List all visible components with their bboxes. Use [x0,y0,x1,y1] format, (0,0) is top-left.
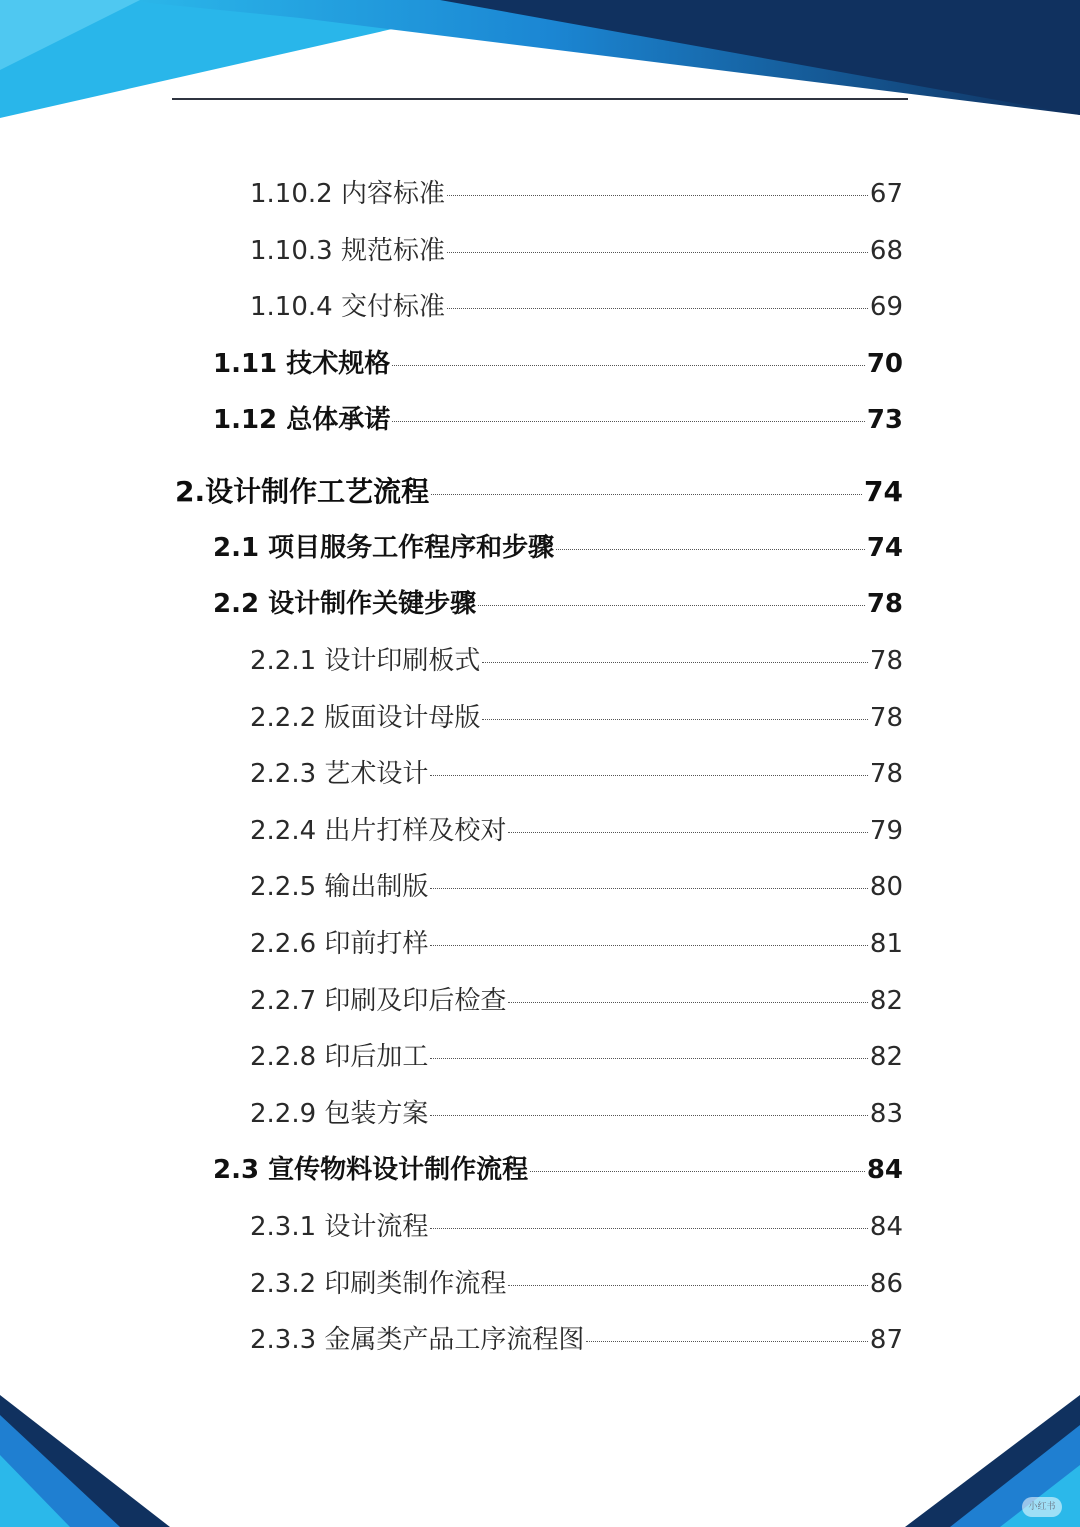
toc-entry[interactable] [213,583,903,623]
toc-entry[interactable] [250,1093,903,1133]
toc-page-number: 67 [869,179,903,209]
toc-title: 2.2.2 版面设计母版 [250,703,481,733]
toc-page-number: 82 [869,1042,903,1072]
header-rule [172,98,908,100]
bottom-decoration [0,1395,1080,1527]
dot-leader [392,421,865,422]
toc-page-number: 74 [864,475,903,508]
toc-page-number: 69 [869,292,903,322]
toc-page-number: 84 [866,1155,903,1185]
dot-leader [478,605,865,606]
toc-entry[interactable] [213,343,903,383]
toc-page-number: 74 [866,533,903,563]
toc-title: 2.2.6 印前打样 [250,929,429,959]
toc-entry[interactable] [250,753,903,793]
toc-page-number: 87 [869,1325,903,1355]
dot-leader [447,308,868,309]
toc-title: 2.设计制作工艺流程 [175,475,430,508]
dot-leader [430,945,867,946]
toc-entry[interactable] [250,923,903,963]
toc-title: 1.12 总体承诺 [213,405,391,435]
toc-title: 2.1 项目服务工作程序和步骤 [213,533,555,563]
dot-leader [482,662,867,663]
dot-leader [556,549,865,550]
dot-leader [447,195,868,196]
toc-entry[interactable] [250,980,903,1020]
toc-entry[interactable] [250,1036,903,1076]
dot-leader [430,1115,867,1116]
toc-entry[interactable] [213,1149,903,1189]
toc-page-number: 70 [866,349,903,379]
toc-title: 2.2.3 艺术设计 [250,759,429,789]
toc-title: 2.3.1 设计流程 [250,1212,429,1242]
toc-page-number: 78 [869,703,903,733]
toc-page-number: 78 [869,759,903,789]
toc-page-number: 78 [866,589,903,619]
toc-page-number: 79 [869,816,903,846]
toc-page-number: 73 [866,405,903,435]
toc-title: 2.2.1 设计印刷板式 [250,646,481,676]
toc-title: 2.2 设计制作关键步骤 [213,589,477,619]
toc-entry[interactable] [213,527,903,567]
dot-leader [508,832,867,833]
toc-page-number: 84 [869,1212,903,1242]
toc-entry[interactable] [250,1263,903,1303]
toc-title: 1.10.2 内容标准 [250,179,445,209]
toc-title: 2.2.5 输出制版 [250,872,429,902]
toc-title: 1.10.3 规范标准 [250,236,445,266]
toc-entry[interactable] [250,866,903,906]
toc-page-number: 83 [869,1099,903,1129]
toc-title: 2.3 宣传物料设计制作流程 [213,1155,529,1185]
toc-title: 1.11 技术规格 [213,349,391,379]
toc-entry[interactable] [250,173,903,213]
watermark-logo: 小红书 [1022,1497,1062,1517]
dot-leader [508,1285,867,1286]
toc-entry[interactable] [250,286,903,326]
dot-leader [392,365,865,366]
toc-entry[interactable] [250,230,903,270]
toc-title: 1.10.4 交付标准 [250,292,445,322]
toc-title: 2.2.7 印刷及印后检查 [250,986,507,1016]
toc-page-number: 86 [869,1269,903,1299]
toc-title: 2.3.3 金属类产品工序流程图 [250,1325,585,1355]
toc-entry[interactable] [250,810,903,850]
toc-title: 2.2.8 印后加工 [250,1042,429,1072]
dot-leader [430,888,867,889]
toc-page-number: 81 [869,929,903,959]
toc-title: 2.2.9 包装方案 [250,1099,429,1129]
toc-entry[interactable] [250,1319,903,1359]
toc-title: 2.3.2 印刷类制作流程 [250,1269,507,1299]
dot-leader [431,494,862,495]
dot-leader [530,1171,865,1172]
dot-leader [430,1228,867,1229]
toc-entry[interactable] [175,470,903,510]
toc-title: 2.2.4 出片打样及校对 [250,816,507,846]
toc-entry[interactable] [250,697,903,737]
dot-leader [430,775,867,776]
dot-leader [482,719,867,720]
dot-leader [508,1002,867,1003]
toc-page-number: 82 [869,986,903,1016]
toc-page-number: 68 [869,236,903,266]
toc-page-number: 80 [869,872,903,902]
toc-entry[interactable] [250,640,903,680]
dot-leader [447,252,868,253]
toc-entry[interactable] [250,1206,903,1246]
top-decoration [0,0,1080,140]
toc-page-number: 78 [869,646,903,676]
toc-entry[interactable] [213,399,903,439]
dot-leader [430,1058,867,1059]
dot-leader [586,1341,867,1342]
